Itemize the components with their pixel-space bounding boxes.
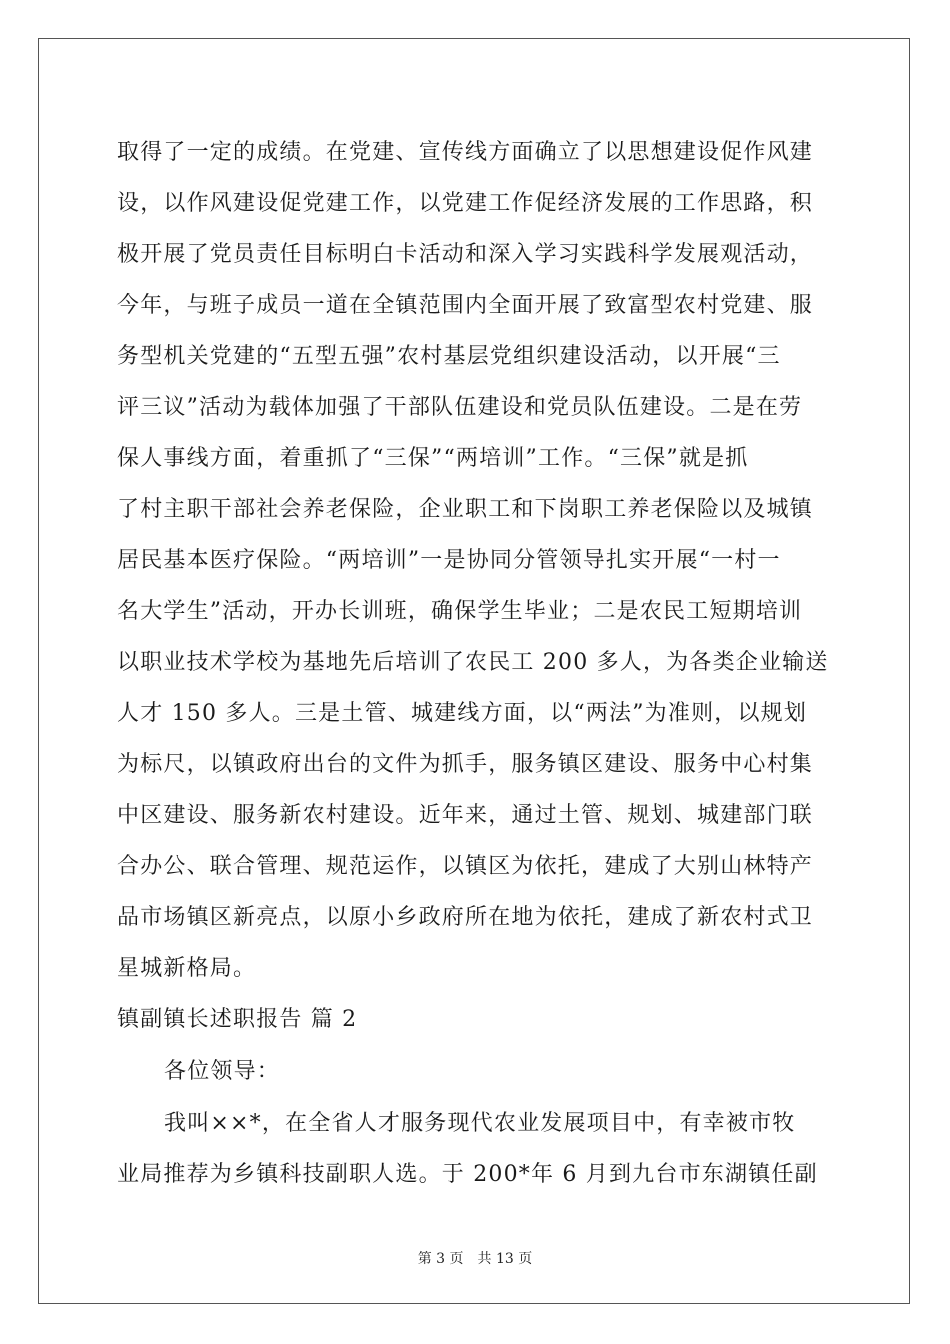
paragraph-line: 务型机关党建的“五型五强”农村基层党组织建设活动，以开展“三: [117, 344, 781, 369]
paragraph-line: 极开展了党员责任目标明白卡活动和深入学习实践科学发展观活动，: [117, 242, 814, 267]
salutation: 各位领导：: [164, 1059, 281, 1084]
paragraph-line: 中区建设、服务新农村建设。近年来，通过土管、规划、城建部门联: [117, 803, 814, 828]
paragraph-line: 取得了一定的成绩。在党建、宣传线方面确立了以思想建设促作风建: [117, 140, 814, 165]
document-body: [117, 127, 837, 1200]
paragraph-line: 名大学生”活动，开办长训班，确保学生毕业；二是农民工短期培训: [117, 599, 803, 624]
paragraph-line: 人才 150 多人。三是土管、城建线方面，以“两法”为准则，以规划: [117, 701, 808, 726]
paragraph-line: 为标尺，以镇政府出台的文件为抓手，服务镇区建设、服务中心村集: [117, 752, 814, 777]
section-heading: 镇副镇长述职报告 篇 2: [117, 1007, 358, 1032]
paragraph-line: 评三议”活动为载体加强了干部队伍建设和党员队伍建设。二是在劳: [117, 395, 803, 420]
paragraph-line: 设，以作风建设促党建工作，以党建工作促经济发展的工作思路，积: [117, 191, 814, 216]
paragraph-line: 以职业技术学校为基地先后培训了农民工 200 多人，为各类企业输送: [117, 650, 829, 675]
paragraph-line: 保人事线方面，着重抓了“三保”“两培训”工作。“三保”就是抓: [117, 446, 749, 471]
page-footer: [0, 1248, 950, 1268]
paragraph-line: 居民基本医疗保险。“两培训”一是协同分管领导扎实开展“一村一: [117, 548, 781, 573]
paragraph-line: 星城新格局。: [117, 956, 257, 981]
paragraph-line: 今年，与班子成员一道在全镇范围内全面开展了致富型农村党建、服: [117, 293, 814, 318]
paragraph-line: 业局推荐为乡镇科技副职人选。于 200*年 6 月到九台市东湖镇任副: [117, 1162, 818, 1187]
paragraph-line: 我叫××*，在全省人才服务现代农业发展项目中，有幸被市牧: [164, 1111, 796, 1136]
paragraph-line: 合办公、联合管理、规范运作，以镇区为依托，建成了大别山林特产: [117, 854, 814, 879]
paragraph-line: 了村主职干部社会养老保险，企业职工和下岗职工养老保险以及城镇: [117, 497, 814, 522]
page-total: 共 13 页: [477, 1251, 533, 1267]
paragraph-line: 品市场镇区新亮点，以原小乡政府所在地为依托，建成了新农村式卫: [117, 905, 814, 930]
page-number: 第 3 页: [417, 1251, 464, 1267]
